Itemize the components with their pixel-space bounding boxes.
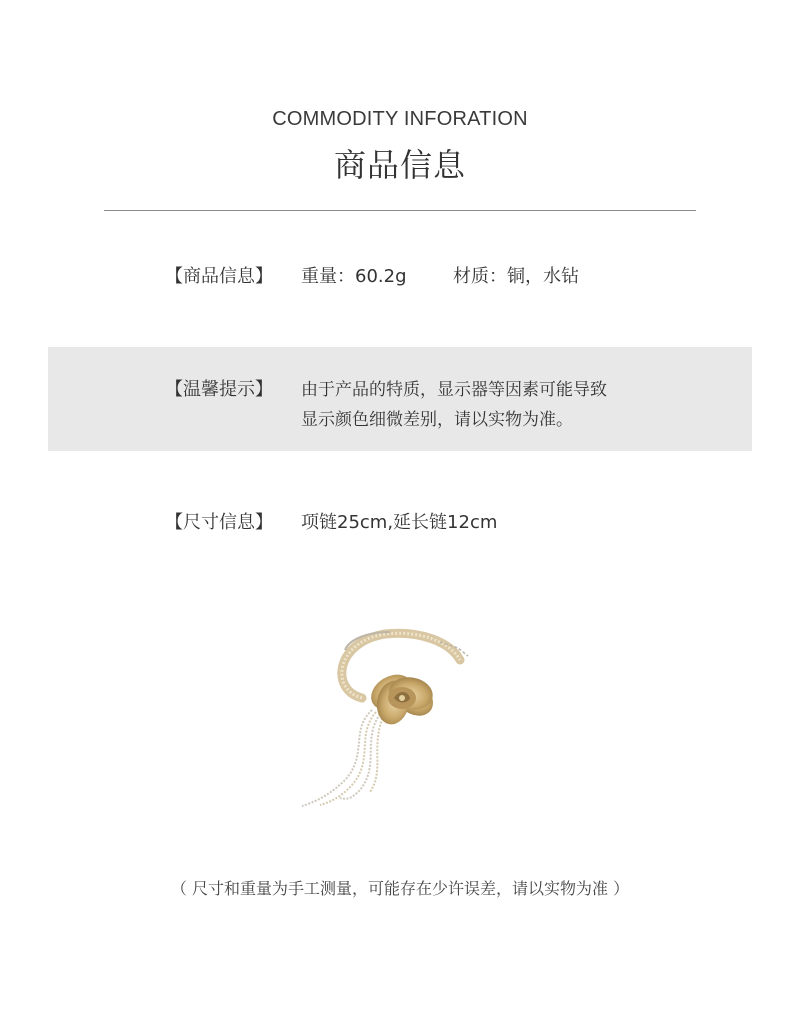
divider	[104, 210, 696, 211]
tip-line-2: 显示颜色细微差别，请以实物为准。	[301, 410, 573, 430]
tip-text	[301, 375, 607, 435]
tip-label: 【温馨提示】	[165, 379, 273, 400]
footnote: （ 尺寸和重量为手工测量，可能存在少许误差，请以实物为准 ）	[170, 879, 630, 898]
product-image	[290, 620, 475, 820]
size-text: 项链25cm,延长链12cm	[301, 512, 498, 533]
title-en: COMMODITY INFORATION	[272, 108, 528, 130]
material-text: 材质：铜，水钻	[453, 266, 579, 287]
page-title: 商品信息	[333, 146, 466, 184]
size-label: 【尺寸信息】	[165, 512, 273, 533]
info-label: 【商品信息】	[165, 266, 273, 287]
weight-text: 重量：60.2g	[301, 266, 407, 287]
tip-line-1: 由于产品的特质，显示器等因素可能导致	[301, 380, 607, 400]
